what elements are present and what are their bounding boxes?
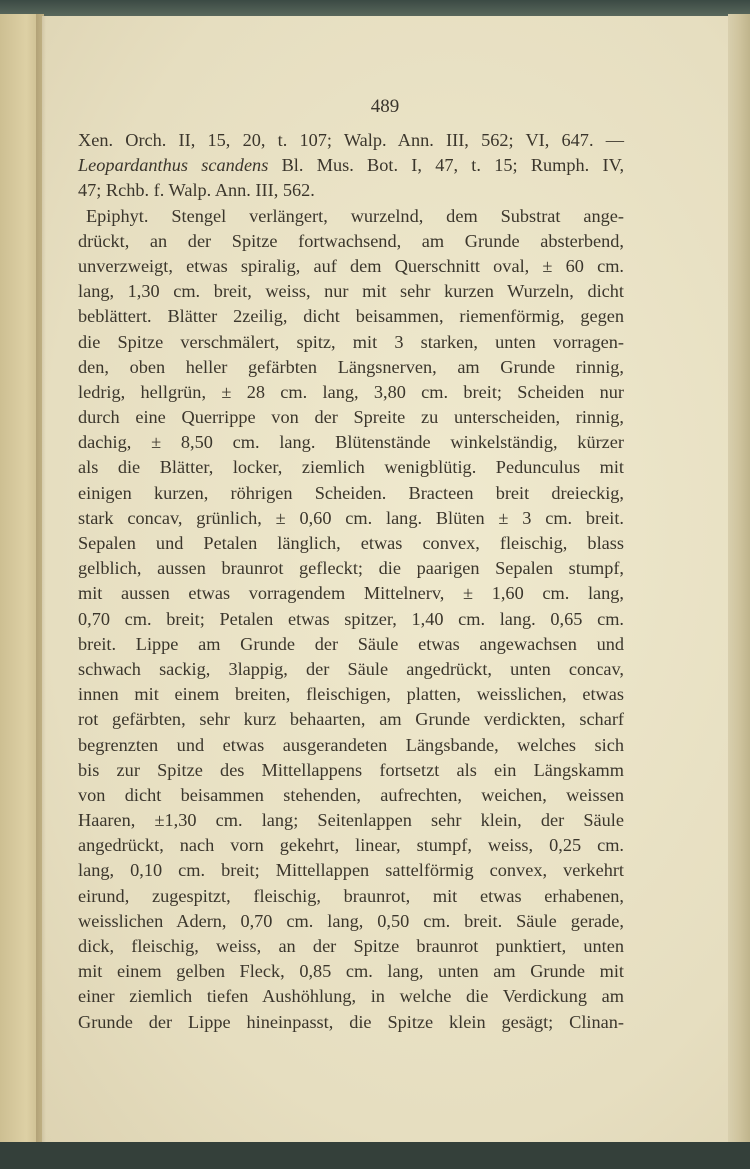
page-number: 489 — [370, 96, 400, 117]
text-line: stark concav, grünlich, ± 0,60 cm. lang. Blüten ± 3 cm. breit. — [78, 507, 624, 528]
page-text — [78, 128, 624, 1035]
text-line: rot gefärbten, sehr kurz behaarten, am Grunde verdickten, scharf — [78, 709, 624, 730]
text-line: einer ziemlich tiefen Aushöhlung, in welche die Verdickung am — [78, 986, 624, 1007]
text-line: innen mit einem breiten, fleischigen, platten, weisslichen, etwas — [78, 684, 624, 705]
text-line: eirund, zugespitzt, fleischig, braunrot, mit etwas erhabenen, — [78, 885, 624, 906]
text-line: begrenzten und etwas ausgerandeten Längsbande, welches sich — [78, 734, 624, 755]
citation-line-3: 47; Rchb. f. Walp. Ann. III, 562. — [78, 180, 315, 201]
text-line: die Spitze verschmälert, spitz, mit 3 starken, unten vorragen- — [78, 331, 624, 352]
text-line: weisslichen Adern, 0,70 cm. lang, 0,50 cm. breit. Säule gerade, — [78, 910, 624, 931]
text-line: von dicht beisammen stehenden, aufrechten, weichen, weissen — [78, 784, 624, 805]
text-line: mit einem gelben Fleck, 0,85 cm. lang, unten am Grunde mit — [78, 961, 624, 982]
text-line: unverzweigt, etwas spiralig, auf dem Querschnitt oval, ± 60 cm. — [78, 255, 624, 276]
text-line: Haaren, ±1,30 cm. lang; Seitenlappen sehr klein, der Säule — [78, 810, 624, 831]
text-line: breit. Lippe am Grunde der Säule etwas angewachsen und — [78, 633, 624, 654]
text-line: bis zur Spitze des Mittellappens fortsetzt als ein Längskamm — [78, 759, 624, 780]
text-line: dick, fleischig, weiss, an der Spitze braunrot punktiert, unten — [78, 936, 624, 956]
text-line: den, oben heller gefärbten Längsnerven, am Grunde rinnig, — [78, 356, 624, 377]
scan-bottom-edge — [0, 1142, 750, 1169]
text-line: schwach sackig, 3lappig, der Säule angedrückt, unten concav, — [78, 658, 624, 679]
text-line: gelblich, aussen braunrot gefleckt; die paarigen Sepalen stumpf, — [78, 558, 624, 579]
text-line: lang, 0,10 cm. breit; Mittellappen sattelförmig convex, verkehrt — [78, 860, 624, 881]
page-stack-edge — [728, 14, 750, 1154]
citation-line-1: Xen. Orch. II, 15, 20, t. 107; Walp. Ann. III, 562; VI, 647. — — [78, 130, 624, 150]
text-line: Sepalen und Petalen länglich, etwas convex, fleischig, blass — [78, 533, 624, 553]
text-line: als die Blätter, locker, ziemlich wenigblütig. Pedunculus mit — [78, 457, 624, 478]
text-line: angedrückt, nach vorn gekehrt, linear, stumpf, weiss, 0,25 cm. — [78, 835, 624, 856]
page-gutter-shadow — [36, 14, 46, 1144]
text-line: beblättert. Blätter 2zeilig, dicht beisammen, riemenförmig, gegen — [78, 306, 624, 327]
description-paragraph — [78, 204, 624, 1035]
text-line: Grunde der Lippe hineinpasst, die Spitze klein gesägt; Clinan- — [78, 1011, 624, 1032]
text-line: 0,70 cm. breit; Petalen etwas spitzer, 1,40 cm. lang. 0,65 cm. — [78, 608, 624, 629]
text-line: einigen kurzen, röhrigen Scheiden. Bracteen breit dreieckig, — [78, 482, 624, 503]
text-line: dachig, ± 8,50 cm. lang. Blütenstände winkelständig, kürzer — [78, 432, 624, 453]
text-line: durch eine Querrippe von der Spreite zu unterscheiden, rinnig, — [78, 407, 624, 428]
citation-line-2-rest: Bl. Mus. Bot. I, 47, t. 15; Rumph. IV, — [268, 155, 625, 176]
synonym-name: Leopardanthus scandens — [78, 155, 269, 176]
citation-line-2 — [78, 153, 624, 178]
text-line: Epiphyt. Stengel verlängert, wurzelnd, dem Substrat ange- — [86, 205, 624, 226]
text-line: ledrig, hellgrün, ± 28 cm. lang, 3,80 cm. breit; Scheiden nur — [78, 381, 624, 402]
book-page — [42, 16, 728, 1142]
text-line: mit aussen etwas vorragendem Mittelnerv, ± 1,60 cm. lang, — [78, 583, 624, 604]
text-line: drückt, an der Spitze fortwachsend, am Grunde absterbend, — [78, 230, 624, 251]
text-line: lang, 1,30 cm. breit, weiss, nur mit sehr kurzen Wurzeln, dicht — [78, 281, 624, 302]
